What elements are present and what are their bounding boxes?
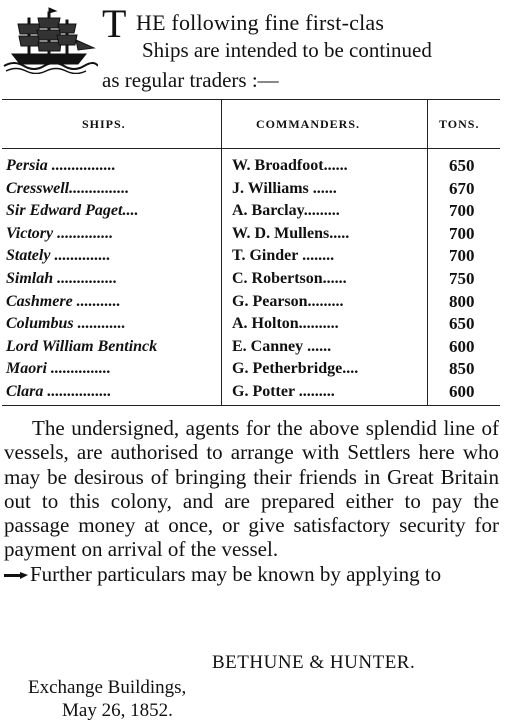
firm-signature: BETHUNE & HUNTER. — [212, 652, 416, 673]
date: May 26, 1852. — [62, 700, 173, 721]
table-row — [0, 292, 505, 314]
table-row — [0, 179, 505, 201]
table-bottom-rule — [2, 405, 500, 406]
ship-name: Maori ............... — [6, 360, 111, 378]
tonnage: 700 — [449, 223, 475, 243]
ship-name: Simlah ............... — [6, 270, 118, 287]
ship-name: Cresswell............... — [6, 179, 130, 197]
commander-name: T. Ginder ........ — [232, 247, 335, 265]
commander-name: C. Robertson...... — [232, 270, 347, 287]
pointing-hand-icon — [4, 570, 30, 582]
intro-line-1: HE following fine first-clas — [136, 10, 385, 35]
intro-line-3: as regular traders :— — [102, 68, 279, 92]
tonnage: 600 — [449, 382, 475, 401]
column-header-ships: SHIPS. — [82, 117, 126, 131]
tonnage: 700 — [449, 246, 475, 266]
tonnage: 800 — [449, 291, 475, 311]
agents-paragraph: The undersigned, agents for the above splendid line of vessels, are authorised to arrange with Settlers here who may be desirous of bringing their friends in Great Britain out to this colony, and are prepared either to pay the passage money at once, or give satisfactory security for payment on arrival of the vessel. — [4, 416, 499, 562]
table-row — [0, 224, 505, 246]
ship-name: Cashmere ........... — [6, 292, 121, 310]
tonnage: 850 — [449, 359, 475, 379]
ship-name: Victory .............. — [6, 224, 114, 242]
advertisement-body — [4, 416, 499, 586]
ship-name: Persia ................ — [6, 157, 116, 174]
ship-name: Lord William Bentinck — [6, 337, 158, 355]
table-row — [0, 156, 505, 178]
commander-name: J. Williams ...... — [232, 179, 337, 197]
table-row — [0, 359, 505, 381]
column-header-tons: TONS. — [439, 117, 480, 131]
column-header-commanders: COMMANDERS. — [256, 117, 360, 131]
commander-name: A. Barclay......... — [232, 202, 340, 220]
commander-name: A. Holton.......... — [232, 315, 339, 333]
tonnage: 650 — [449, 156, 475, 175]
drop-cap: T — [102, 1, 127, 46]
further-particulars-text: Further particulars may be known by applying to — [30, 561, 442, 586]
tonnage: 650 — [449, 314, 475, 334]
table-row — [0, 382, 505, 404]
further-particulars-paragraph — [4, 562, 499, 586]
table-row — [0, 314, 505, 336]
commander-name: G. Petherbridge.... — [232, 360, 359, 378]
address: Exchange Buildings, — [28, 677, 187, 698]
table-row — [0, 201, 505, 223]
intro-line-2: Ships are intended to be continued — [142, 38, 432, 62]
tonnage: 750 — [449, 269, 475, 288]
sailing-ship-icon — [2, 4, 98, 74]
ship-name: Stately .............. — [6, 247, 111, 265]
table-row — [0, 337, 505, 359]
table-row — [0, 269, 505, 291]
tonnage: 670 — [449, 178, 475, 198]
ship-name: Columbus ............ — [6, 315, 126, 333]
ship-name: Clara ................ — [6, 383, 112, 400]
table-top-rule — [2, 99, 500, 100]
commander-name: E. Canney ...... — [232, 337, 332, 355]
tonnage: 600 — [449, 336, 475, 356]
table-header-rule — [2, 148, 500, 149]
commander-name: W. D. Mullens..... — [232, 224, 350, 242]
commander-name: G. Pearson......... — [232, 292, 344, 310]
ship-name: Sir Edward Paget.... — [6, 202, 139, 220]
commander-name: W. Broadfoot...... — [232, 157, 348, 174]
table-row — [0, 246, 505, 268]
tonnage: 700 — [449, 201, 475, 221]
commander-name: G. Potter ......... — [232, 383, 335, 400]
